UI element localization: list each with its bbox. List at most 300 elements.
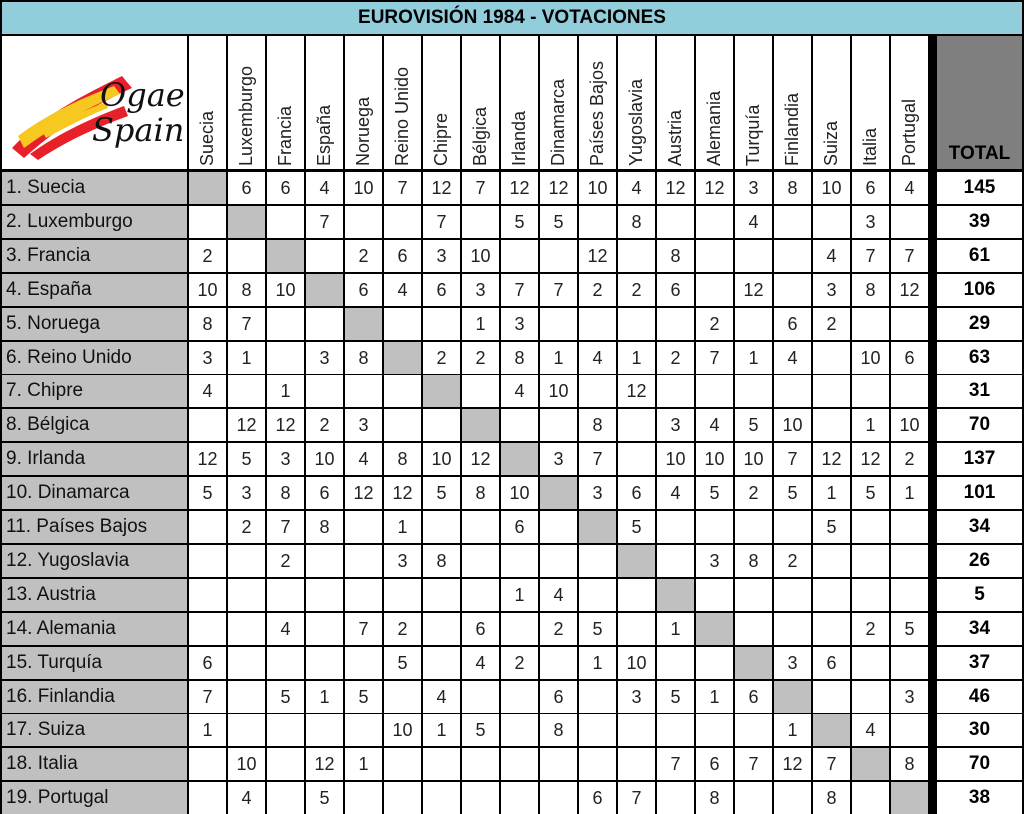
score-cell: 7 (618, 782, 655, 814)
score-cell (462, 545, 499, 577)
voter-header (423, 36, 460, 169)
score-cell (462, 579, 499, 611)
score-cell (267, 748, 304, 780)
score-cell: 12 (540, 172, 577, 204)
score-cell (423, 308, 460, 340)
total-cell: 39 (937, 206, 1022, 238)
score-cell (735, 511, 772, 543)
voter-header (384, 36, 421, 169)
self-vote-cell (228, 206, 265, 238)
row-label: 6. Reino Unido (2, 342, 187, 374)
score-cell (618, 714, 655, 746)
voter-label: Noruega (352, 96, 373, 166)
score-cell: 3 (423, 240, 460, 272)
voter-header (696, 36, 733, 169)
score-cell (813, 342, 850, 374)
score-cell: 5 (228, 443, 265, 475)
self-vote-cell (852, 748, 889, 780)
score-cell (696, 647, 733, 679)
score-cell: 10 (462, 240, 499, 272)
score-cell (618, 409, 655, 441)
score-cell: 8 (735, 545, 772, 577)
self-vote-cell (501, 443, 538, 475)
score-cell: 10 (696, 443, 733, 475)
score-cell: 4 (618, 172, 655, 204)
score-cell: 7 (345, 613, 382, 645)
score-cell: 6 (852, 172, 889, 204)
self-vote-cell (306, 274, 343, 306)
score-cell: 7 (423, 206, 460, 238)
score-cell: 5 (384, 647, 421, 679)
total-cell: 34 (937, 511, 1022, 543)
score-cell (579, 714, 616, 746)
voter-label: Francia (274, 105, 295, 166)
score-cell: 2 (501, 647, 538, 679)
score-cell (852, 647, 889, 679)
score-cell: 6 (423, 274, 460, 306)
score-cell: 5 (306, 782, 343, 814)
voter-label: Bélgica (469, 106, 490, 166)
voter-header (579, 36, 616, 169)
voter-label: Dinamarca (547, 78, 568, 166)
score-cell: 8 (501, 342, 538, 374)
score-cell: 4 (384, 274, 421, 306)
total-cell: 34 (937, 613, 1022, 645)
total-cell: 26 (937, 545, 1022, 577)
score-cell (384, 409, 421, 441)
score-cell: 5 (618, 511, 655, 543)
score-cell: 3 (618, 681, 655, 713)
score-cell: 1 (384, 511, 421, 543)
score-cell: 10 (579, 172, 616, 204)
svg-text:Ogae: Ogae (100, 76, 185, 114)
score-cell: 4 (189, 375, 226, 407)
score-cell: 7 (774, 443, 811, 475)
voter-label: Alemania (703, 90, 724, 166)
score-cell: 6 (384, 240, 421, 272)
score-cell (306, 375, 343, 407)
score-cell (189, 511, 226, 543)
self-vote-cell (462, 409, 499, 441)
voter-label: Luxemburgo (235, 65, 256, 166)
score-cell (579, 748, 616, 780)
score-cell: 12 (696, 172, 733, 204)
score-cell: 7 (462, 172, 499, 204)
score-cell: 4 (540, 579, 577, 611)
score-cell (345, 579, 382, 611)
row-label: 10. Dinamarca (2, 477, 187, 509)
score-cell: 7 (891, 240, 928, 272)
voter-label: Finlandia (781, 92, 802, 166)
row-label: 12. Yugoslavia (2, 545, 187, 577)
score-cell (657, 511, 694, 543)
score-cell: 1 (696, 681, 733, 713)
score-cell (384, 206, 421, 238)
score-cell: 2 (891, 443, 928, 475)
score-cell (774, 274, 811, 306)
score-cell (735, 375, 772, 407)
score-cell: 4 (228, 782, 265, 814)
score-cell: 2 (813, 308, 850, 340)
score-cell: 1 (735, 342, 772, 374)
score-cell: 5 (852, 477, 889, 509)
score-cell (267, 647, 304, 679)
total-header: TOTAL (937, 36, 1022, 169)
score-cell (696, 511, 733, 543)
score-cell: 5 (579, 613, 616, 645)
score-cell: 4 (813, 240, 850, 272)
score-cell (423, 647, 460, 679)
self-vote-cell (891, 782, 928, 814)
score-cell (267, 342, 304, 374)
score-cell (501, 409, 538, 441)
score-cell (267, 308, 304, 340)
score-cell (891, 545, 928, 577)
score-cell (813, 206, 850, 238)
score-cell (540, 511, 577, 543)
score-cell (306, 579, 343, 611)
score-cell: 2 (657, 342, 694, 374)
row-label: 1. Suecia (2, 172, 187, 204)
score-cell: 12 (267, 409, 304, 441)
score-cell: 12 (891, 274, 928, 306)
score-cell (852, 681, 889, 713)
total-cell: 145 (937, 172, 1022, 204)
row-label: 17. Suiza (2, 714, 187, 746)
score-cell: 2 (189, 240, 226, 272)
score-cell: 5 (267, 681, 304, 713)
score-cell: 6 (657, 274, 694, 306)
score-cell (891, 511, 928, 543)
score-cell (540, 782, 577, 814)
score-cell: 12 (189, 443, 226, 475)
voter-label: Chipre (430, 112, 451, 166)
score-cell: 12 (345, 477, 382, 509)
score-cell (891, 206, 928, 238)
score-cell (384, 308, 421, 340)
score-cell (852, 511, 889, 543)
score-cell: 2 (267, 545, 304, 577)
score-cell: 4 (267, 613, 304, 645)
score-cell: 3 (462, 274, 499, 306)
score-cell: 8 (267, 477, 304, 509)
score-cell (306, 613, 343, 645)
score-cell (501, 714, 538, 746)
score-cell (540, 308, 577, 340)
score-cell: 8 (852, 274, 889, 306)
score-cell (735, 714, 772, 746)
score-cell (813, 613, 850, 645)
score-cell: 7 (267, 511, 304, 543)
score-cell: 4 (735, 206, 772, 238)
score-cell (228, 579, 265, 611)
score-cell: 8 (189, 308, 226, 340)
score-cell: 6 (618, 477, 655, 509)
total-cell: 31 (937, 375, 1022, 407)
score-cell: 7 (384, 172, 421, 204)
voter-header (228, 36, 265, 169)
self-vote-cell (579, 511, 616, 543)
score-cell: 7 (852, 240, 889, 272)
row-label: 4. España (2, 274, 187, 306)
score-cell: 10 (384, 714, 421, 746)
score-cell: 4 (423, 681, 460, 713)
score-cell (852, 308, 889, 340)
voter-label: Portugal (898, 98, 919, 166)
score-cell: 1 (891, 477, 928, 509)
score-cell (540, 240, 577, 272)
score-cell (228, 647, 265, 679)
score-cell: 5 (423, 477, 460, 509)
score-cell: 3 (228, 477, 265, 509)
score-cell (618, 748, 655, 780)
score-cell: 6 (189, 647, 226, 679)
score-cell: 1 (267, 375, 304, 407)
score-cell: 10 (267, 274, 304, 306)
score-cell (228, 714, 265, 746)
score-cell: 7 (189, 681, 226, 713)
row-label: 18. Italia (2, 748, 187, 780)
voter-label: Italia (859, 127, 880, 166)
score-cell: 12 (618, 375, 655, 407)
score-cell (189, 613, 226, 645)
score-cell: 6 (891, 342, 928, 374)
score-cell: 6 (540, 681, 577, 713)
score-cell: 2 (462, 342, 499, 374)
score-cell (267, 206, 304, 238)
score-cell: 6 (501, 511, 538, 543)
score-cell (501, 748, 538, 780)
score-cell: 4 (579, 342, 616, 374)
score-cell: 6 (345, 274, 382, 306)
score-cell (813, 409, 850, 441)
score-cell: 1 (813, 477, 850, 509)
score-cell (774, 206, 811, 238)
score-cell (228, 375, 265, 407)
score-cell: 3 (813, 274, 850, 306)
score-cell: 2 (852, 613, 889, 645)
score-cell: 1 (306, 681, 343, 713)
score-cell: 5 (189, 477, 226, 509)
score-cell (774, 240, 811, 272)
score-cell (501, 613, 538, 645)
svg-text:Spain: Spain (92, 111, 185, 149)
score-cell (267, 579, 304, 611)
score-cell: 6 (735, 681, 772, 713)
score-cell: 3 (657, 409, 694, 441)
score-cell (813, 375, 850, 407)
voter-label: Reino Unido (391, 66, 412, 166)
score-cell: 1 (579, 647, 616, 679)
row-label: 13. Austria (2, 579, 187, 611)
row-label: 16. Finlandia (2, 681, 187, 713)
score-cell (696, 714, 733, 746)
score-cell: 4 (657, 477, 694, 509)
score-cell: 6 (228, 172, 265, 204)
score-cell: 8 (540, 714, 577, 746)
score-cell: 5 (735, 409, 772, 441)
score-cell: 7 (813, 748, 850, 780)
score-cell: 8 (345, 342, 382, 374)
voter-header (540, 36, 577, 169)
total-cell: 106 (937, 274, 1022, 306)
score-cell: 3 (852, 206, 889, 238)
score-cell: 2 (579, 274, 616, 306)
score-cell (657, 308, 694, 340)
score-cell (423, 748, 460, 780)
score-cell: 10 (852, 342, 889, 374)
score-cell (384, 782, 421, 814)
score-cell: 3 (384, 545, 421, 577)
score-cell (891, 308, 928, 340)
score-cell: 8 (657, 240, 694, 272)
score-cell (306, 545, 343, 577)
score-cell: 10 (735, 443, 772, 475)
score-cell: 10 (306, 443, 343, 475)
score-cell: 7 (540, 274, 577, 306)
score-cell: 7 (306, 206, 343, 238)
score-cell: 3 (189, 342, 226, 374)
score-cell: 10 (501, 477, 538, 509)
score-cell: 5 (462, 714, 499, 746)
score-cell (462, 375, 499, 407)
score-cell (696, 375, 733, 407)
score-cell: 1 (228, 342, 265, 374)
score-cell: 2 (618, 274, 655, 306)
score-cell: 12 (306, 748, 343, 780)
voter-header (657, 36, 694, 169)
score-cell (345, 647, 382, 679)
voter-label: Países Bajos (586, 60, 607, 166)
score-cell (618, 613, 655, 645)
score-cell: 10 (774, 409, 811, 441)
score-cell (774, 511, 811, 543)
table-title: EUROVISIÓN 1984 - VOTACIONES (2, 2, 1022, 34)
score-cell: 12 (462, 443, 499, 475)
score-cell (306, 714, 343, 746)
score-cell (813, 579, 850, 611)
score-cell (579, 545, 616, 577)
score-cell: 6 (774, 308, 811, 340)
score-cell: 1 (540, 342, 577, 374)
voter-header (345, 36, 382, 169)
score-cell (891, 714, 928, 746)
score-cell (891, 579, 928, 611)
total-cell: 37 (937, 647, 1022, 679)
score-cell: 2 (735, 477, 772, 509)
row-label: 11. Países Bajos (2, 511, 187, 543)
voter-label: Suiza (820, 120, 841, 166)
score-cell (189, 545, 226, 577)
score-cell (657, 647, 694, 679)
score-cell: 8 (423, 545, 460, 577)
score-cell (189, 579, 226, 611)
score-cell: 5 (540, 206, 577, 238)
score-cell: 7 (501, 274, 538, 306)
score-cell (891, 647, 928, 679)
voter-label: Suecia (196, 110, 217, 166)
score-cell (306, 308, 343, 340)
score-cell (735, 240, 772, 272)
score-cell (462, 206, 499, 238)
score-cell: 12 (813, 443, 850, 475)
score-cell: 5 (891, 613, 928, 645)
ogae-spain-logo (2, 36, 187, 169)
self-vote-cell (540, 477, 577, 509)
score-cell: 6 (306, 477, 343, 509)
score-cell: 4 (774, 342, 811, 374)
score-cell: 8 (696, 782, 733, 814)
score-cell: 4 (852, 714, 889, 746)
score-cell (189, 748, 226, 780)
total-cell: 46 (937, 681, 1022, 713)
score-cell: 5 (501, 206, 538, 238)
score-cell: 8 (228, 274, 265, 306)
score-cell: 8 (384, 443, 421, 475)
score-cell (384, 748, 421, 780)
score-cell (579, 206, 616, 238)
score-cell: 10 (345, 172, 382, 204)
row-label: 14. Alemania (2, 613, 187, 645)
voter-header (189, 36, 226, 169)
score-cell: 3 (540, 443, 577, 475)
score-cell (501, 782, 538, 814)
score-cell (657, 714, 694, 746)
score-cell: 1 (657, 613, 694, 645)
score-cell (774, 613, 811, 645)
score-cell: 2 (384, 613, 421, 645)
score-cell (696, 240, 733, 272)
self-vote-cell (813, 714, 850, 746)
score-cell: 1 (423, 714, 460, 746)
score-cell: 4 (891, 172, 928, 204)
voter-label: Yugoslavia (625, 78, 646, 166)
row-label: 7. Chipre (2, 375, 187, 407)
score-cell (540, 748, 577, 780)
self-vote-cell (384, 342, 421, 374)
score-cell (462, 782, 499, 814)
score-cell (618, 240, 655, 272)
score-cell (423, 613, 460, 645)
score-cell (462, 748, 499, 780)
score-cell (657, 206, 694, 238)
row-label: 19. Portugal (2, 782, 187, 814)
row-label: 2. Luxemburgo (2, 206, 187, 238)
score-cell: 3 (267, 443, 304, 475)
score-cell: 1 (501, 579, 538, 611)
score-cell: 10 (618, 647, 655, 679)
score-cell (228, 240, 265, 272)
score-cell: 2 (345, 240, 382, 272)
score-cell: 10 (540, 375, 577, 407)
score-cell (579, 308, 616, 340)
score-cell (735, 579, 772, 611)
score-cell: 2 (540, 613, 577, 645)
score-cell (345, 782, 382, 814)
score-cell: 2 (696, 308, 733, 340)
score-cell: 2 (228, 511, 265, 543)
score-cell: 3 (306, 342, 343, 374)
score-cell: 6 (696, 748, 733, 780)
score-cell (540, 647, 577, 679)
total-cell: 5 (937, 579, 1022, 611)
score-cell (891, 375, 928, 407)
self-vote-cell (696, 613, 733, 645)
row-label: 8. Bélgica (2, 409, 187, 441)
score-cell: 12 (579, 240, 616, 272)
score-cell: 3 (345, 409, 382, 441)
score-cell (345, 714, 382, 746)
